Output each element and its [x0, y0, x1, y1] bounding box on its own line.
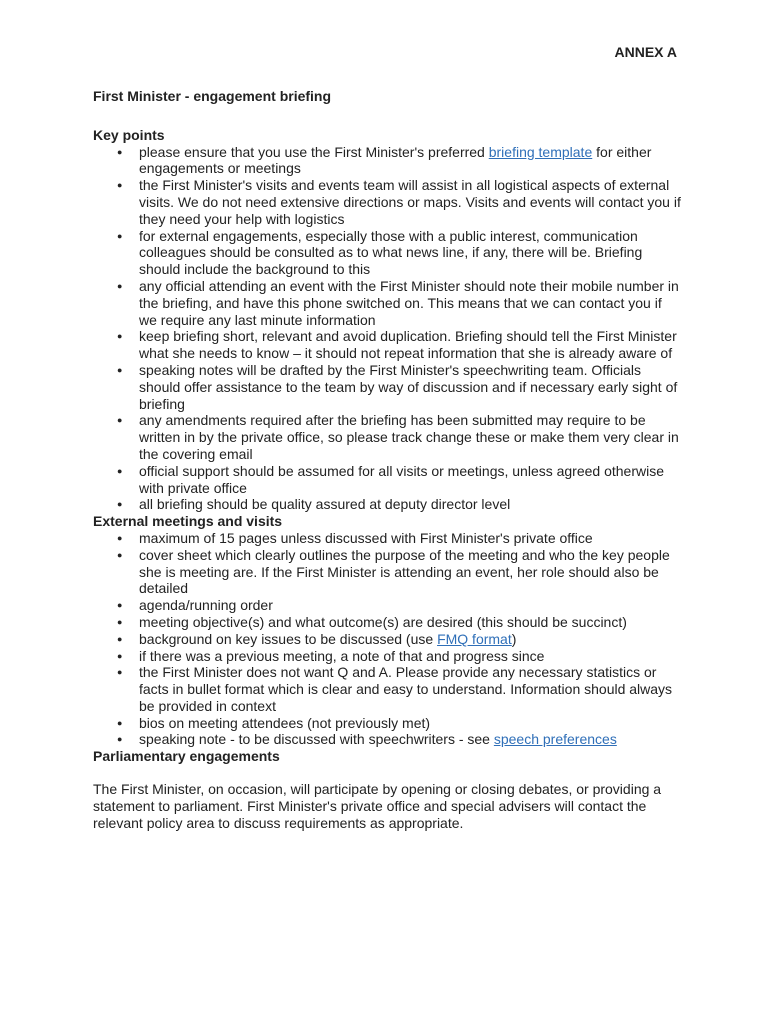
bullet-icon: ●	[117, 600, 123, 611]
bullet-icon: ●	[117, 616, 123, 627]
list-item	[93, 614, 683, 631]
list-item-text: official support should be assumed for all visits or meetings, unless agreed otherwise with private office	[139, 462, 665, 496]
annex-label: ANNEX A	[614, 44, 677, 60]
list-item-text: bios on meeting attendees (not previously met)	[139, 714, 431, 731]
list-item	[93, 631, 683, 648]
list-item	[93, 362, 683, 412]
list-item	[93, 463, 683, 497]
list-item-text: speaking note - to be discussed with speechwriters - see	[139, 731, 494, 748]
list-item-text: maximum of 15 pages unless discussed with First Minister's private office	[139, 529, 593, 546]
list-item-link[interactable]: speech preferences	[493, 731, 617, 748]
list-item-text: agenda/running order	[139, 597, 273, 614]
list-item	[93, 648, 683, 665]
list-item-text: meeting objective(s) and what outcome(s) are desired (this should be succinct)	[139, 613, 627, 630]
bullet-icon: ●	[117, 633, 123, 644]
list-item-link[interactable]: FMQ format	[437, 630, 512, 647]
list-item-text: any official attending an event with the First Minister should note their mobile number in the briefing, and have this phone switched on. This means that we can contact you if we require any last minute information	[139, 277, 679, 328]
list-item	[93, 496, 683, 513]
bullet-icon: ●	[117, 331, 123, 342]
bullet-icon: ●	[117, 499, 123, 510]
bullet-icon: ●	[117, 415, 123, 426]
bullet-icon: ●	[117, 146, 123, 157]
bullet-icon: ●	[117, 650, 123, 661]
list-item-text: the First Minister's visits and events team will assist in all logistical aspects of external visits. We do not need extensive directions or maps. Visits and events will contact you if they need your help with logistics	[139, 177, 681, 227]
document-title: First Minister - engagement briefing	[93, 88, 332, 104]
list-item	[93, 597, 683, 614]
bullet-icon: ●	[117, 532, 123, 543]
list-item-text: for external engagements, especially those with a public interest, communication colleagues should be consulted as to what news line, if any, there will be. Briefing should include the background to this	[139, 227, 643, 278]
bullet-icon: ●	[117, 280, 123, 291]
bullet-icon: ●	[117, 717, 123, 728]
list-item-text: any amendments required after the briefing has been submitted may require to be written in by the private office, so please track change these or make them very clear in the covering email	[139, 412, 679, 462]
list-item-text: cover sheet which clearly outlines the purpose of the meeting and who the key people she is meeting are. If the First Minister is attending an event, her role should also be detailed	[139, 546, 670, 597]
list-item	[93, 664, 683, 714]
bullet-icon: ●	[117, 230, 123, 241]
bullet-icon: ●	[117, 180, 123, 191]
list-item	[93, 228, 683, 278]
list-item	[93, 715, 683, 732]
list-item-text-after: )	[511, 630, 517, 647]
list-item-text: please ensure that you use the First Minister's preferred	[139, 143, 489, 160]
list-item	[93, 328, 683, 362]
external-meetings-heading: External meetings and visits	[93, 513, 283, 530]
list-item-text: all briefing should be quality assured at deputy director level	[139, 496, 511, 513]
list-item	[93, 278, 683, 328]
list-item	[93, 530, 683, 547]
list-item-text-after: for either engagements or meetings	[139, 143, 652, 177]
list-item-text: the First Minister does not want Q and A. Please provide any necessary statistics or facts in bullet format which is clear and easy to understand. Information should always be provided in context	[139, 664, 673, 714]
list-item-text: if there was a previous meeting, a note of that and progress since	[139, 647, 545, 664]
key-points-list	[93, 144, 683, 514]
list-item	[93, 412, 683, 462]
bullet-icon: ●	[117, 364, 123, 375]
bullet-icon: ●	[117, 667, 123, 678]
external-meetings-list	[93, 530, 683, 748]
list-item	[93, 144, 683, 178]
parliamentary-paragraph: The First Minister, on occasion, will participate by opening or closing debates, or providing a statement to parliament. First Minister's private office and special advisers will contact the relevant policy area to discuss requirements as appropriate.	[93, 781, 662, 831]
list-item	[93, 547, 683, 597]
bullet-icon: ●	[117, 465, 123, 476]
bullet-icon: ●	[117, 734, 123, 745]
parliamentary-heading: Parliamentary engagements	[93, 748, 280, 765]
list-item-link[interactable]: briefing template	[488, 143, 593, 160]
list-item-text: speaking notes will be drafted by the First Minister's speechwriting team. Officials should offer assistance to the team by way of discussion and if necessary early sight of briefing	[139, 361, 678, 412]
list-item-text: keep briefing short, relevant and avoid duplication. Briefing should tell the First Minister what she needs to know – it should not repeat information that she is already aware of	[139, 328, 677, 362]
bullet-icon: ●	[117, 549, 123, 560]
list-item	[93, 177, 683, 227]
list-item-text: background on key issues to be discussed (use	[139, 630, 438, 647]
list-item	[93, 731, 683, 748]
key-points-heading: Key points	[93, 126, 165, 143]
document-body	[93, 88, 683, 831]
